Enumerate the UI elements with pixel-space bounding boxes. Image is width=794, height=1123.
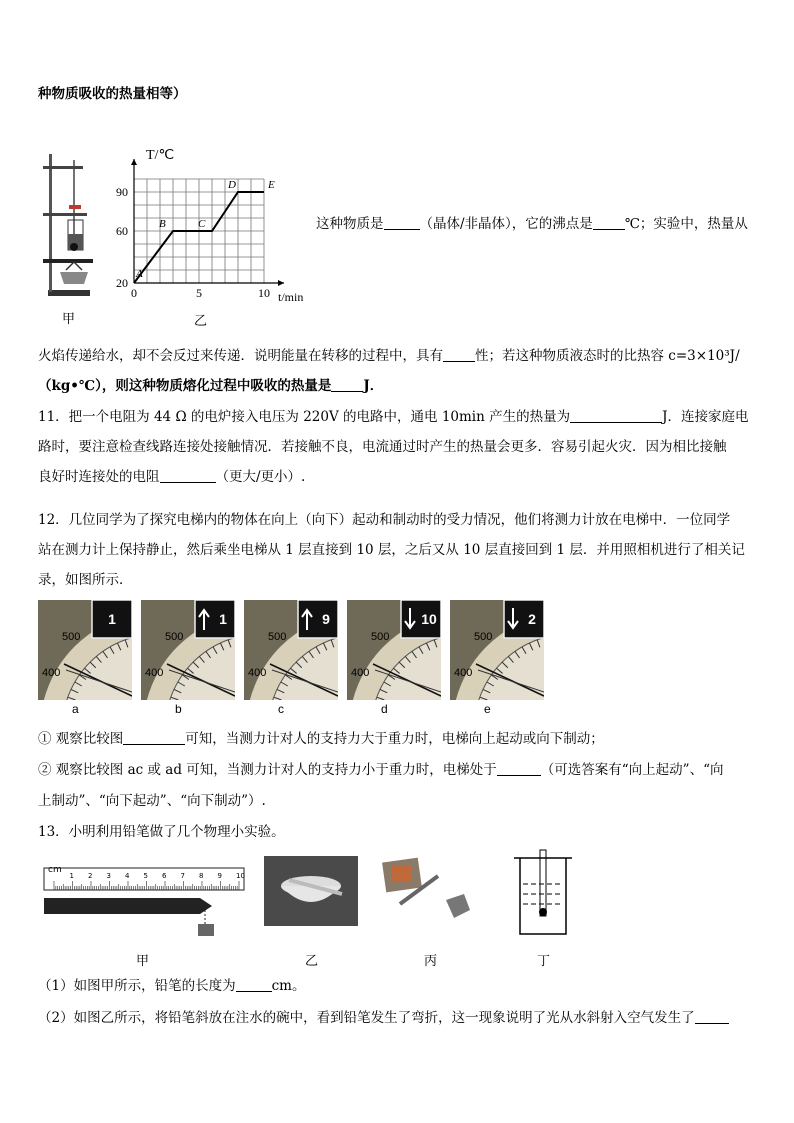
floor-indicator (504, 600, 544, 638)
q12-s1-b: 可知，当测力计对人的支持力大于重力时，电梯向上起动或向下制动； (185, 731, 604, 747)
q11-line-3 (38, 465, 305, 485)
q11-line-1 (38, 405, 749, 425)
fig-label-yi: 乙 (305, 954, 319, 969)
q12-line-2: 站在测力计上保持静止，然后乘坐电梯从 1 层直接到 10 层，之后又从 10 层直接回到 1 层．并用照相机进行了相关记 (38, 542, 745, 558)
q10-text-2: （晶体/非晶体），它的沸点是 (419, 216, 593, 232)
fig-label-bing: 丙 (424, 954, 438, 969)
floor-number: 10 (421, 611, 437, 627)
q12-line-1: 12．几位同学为了探究电梯内的物体在向上（向下）起动和制动时的受力情况，他们将测力计放在电梯中．一位同学 (38, 512, 731, 528)
point-label-A: A (136, 268, 143, 280)
answer-blank[interactable] (570, 408, 662, 423)
scale-mark-500: 500 (268, 631, 287, 643)
q10-line3-a: （kg•℃），则这种物质熔化过程中吸收的热量是 (38, 378, 332, 394)
q11-text-3b: （更大/更小）. (215, 469, 306, 485)
scale-photo-d (347, 600, 441, 700)
answer-blank[interactable] (331, 377, 363, 392)
scale-mark-400: 400 (145, 667, 164, 679)
photo-letter-d: d (381, 702, 388, 716)
scale-photo-b (141, 600, 235, 700)
ruler-label: 2 (88, 872, 93, 880)
q10-line2-b: 性；若这种物质液态时的比热容 c=3×10³J/ (475, 348, 740, 364)
q12-sub-3: 上制动”、“向下起动”、“向下制动”）. (38, 793, 266, 809)
fig-label-ding: 丁 (537, 954, 551, 969)
point-label-E: E (268, 179, 275, 191)
y-tick-label: 60 (116, 224, 128, 238)
floor-indicator (298, 600, 338, 638)
scale-photo-e (450, 600, 544, 700)
answer-blank[interactable] (123, 730, 185, 745)
x-tick-label: 0 (131, 286, 137, 300)
floor-indicator (195, 600, 235, 638)
apparatus-figure (40, 150, 100, 305)
ruler-label: 9 (217, 872, 222, 880)
floor-number: 9 (322, 611, 330, 627)
ruler-label: 8 (199, 872, 204, 880)
answer-blank[interactable] (160, 468, 216, 483)
scale-mark-400: 400 (248, 667, 267, 679)
ruler-label: 6 (162, 872, 167, 880)
scale-mark-500: 500 (371, 631, 390, 643)
q10-line-3 (38, 374, 383, 394)
photo-letter-c: c (278, 702, 284, 716)
y-tick-label: 20 (116, 276, 128, 290)
scale-mark-400: 400 (351, 667, 370, 679)
ruler-label: 1 (69, 872, 74, 880)
q13-s1-b: cm。 (271, 978, 306, 994)
q10-text-1: 这种物质是 (316, 216, 384, 232)
scale-photo-c (244, 600, 338, 700)
scale-mark-500: 500 (165, 631, 184, 643)
answer-blank[interactable] (695, 1009, 729, 1024)
y-axis-label: T/℃ (146, 148, 175, 163)
q12-line-3: 录，如图所示． (38, 572, 133, 588)
q12-s1-a: ① 观察比较图 (38, 731, 124, 747)
q10-line2-a: 火焰传递给水，却不会反过来传递．说明能量在转移的过程中，具有 (38, 348, 443, 364)
point-label-D: D (228, 179, 236, 191)
q12-s2-b: （可选答案有“向上起动”、“向 (540, 762, 724, 778)
y-axis-arrow (131, 159, 137, 165)
photo-letter-b: b (175, 702, 182, 716)
bowl-figure (264, 856, 358, 926)
floor-number: 1 (108, 611, 116, 627)
q13-title: 13．小明利用铅笔做了几个物理小实验。 (38, 824, 285, 840)
ruler-unit: cm (48, 865, 62, 875)
scale-mark-500: 500 (474, 631, 493, 643)
scale-mark-500: 500 (62, 631, 81, 643)
answer-blank[interactable] (497, 761, 541, 776)
x-tick-label: 10 (258, 286, 270, 300)
answer-blank[interactable] (236, 977, 272, 992)
q12-s2-a: ② 观察比较图 ac 或 ad 可知，当测力计对人的支持力小于重力时，电梯处于 (38, 762, 497, 778)
fig-yi-label: 乙 (194, 314, 208, 329)
q11-text-1a: 11．把一个电阻为 44 Ω 的电炉接入电压为 220V 的电路中，通电 10min 产生的热量为 (38, 409, 571, 425)
q10-text-3: ℃；实验中，热量从 (624, 216, 748, 232)
scale-mark-400: 400 (42, 667, 61, 679)
q11-line-2: 路时，要注意检查线路连接处接触情况．若接触不良，电流通过时产生的热量会更多．容易引起火灾．因为相比接触 (38, 439, 727, 455)
temperature-chart (108, 120, 308, 320)
ruler-figure (40, 858, 250, 940)
q10-side-text (316, 212, 748, 232)
answer-blank[interactable] (593, 215, 625, 230)
q11-text-3a: 良好时连接处的电阻 (38, 469, 160, 485)
x-tick-label: 5 (196, 286, 202, 300)
q13-sub-2 (38, 1006, 729, 1026)
x-axis-label: t/min (278, 290, 304, 304)
q13-sub-1 (38, 974, 305, 994)
scale-photos (38, 600, 548, 718)
answer-blank[interactable] (384, 215, 420, 230)
fig-label-jia: 甲 (136, 954, 150, 969)
q13-s1-a: （1）如图甲所示，铅笔的长度为 (38, 978, 236, 994)
q12-sub-2 (38, 758, 723, 778)
point-label-C: C (198, 218, 206, 230)
photo-letter-a: a (72, 702, 79, 716)
ruler-label: 7 (180, 872, 185, 880)
continued-text: 种物质吸收的热量相等） (38, 86, 187, 102)
ruler-label: 4 (125, 872, 130, 880)
point-label-B: B (159, 218, 166, 230)
floor-number: 1 (219, 611, 227, 627)
scale-photo-a (38, 600, 132, 700)
ruler-label: 3 (106, 872, 111, 880)
ruler-label: 10 (236, 872, 245, 880)
scale-mark-400: 400 (454, 667, 473, 679)
q12-sub-1 (38, 727, 604, 747)
q10-line-2 (38, 344, 740, 364)
fig-jia-label: 甲 (62, 312, 76, 327)
photo-letter-e: e (484, 702, 491, 716)
q13-s2-a: （2）如图乙所示，将铅笔斜放在注水的碗中，看到铅笔发生了弯折，这一现象说明了光从水斜射入空气发生了 (38, 1010, 695, 1026)
pencil-paper-figure (380, 854, 480, 924)
y-tick-label: 90 (116, 185, 128, 199)
ruler-label: 5 (143, 872, 148, 880)
floor-number: 2 (528, 611, 536, 627)
q11-text-1b: J．连接家庭电 (662, 409, 749, 425)
answer-blank[interactable] (443, 347, 475, 362)
q10-line3-b: J． (363, 378, 384, 394)
beaker-figure (510, 848, 576, 940)
x-axis-arrow (278, 280, 284, 286)
